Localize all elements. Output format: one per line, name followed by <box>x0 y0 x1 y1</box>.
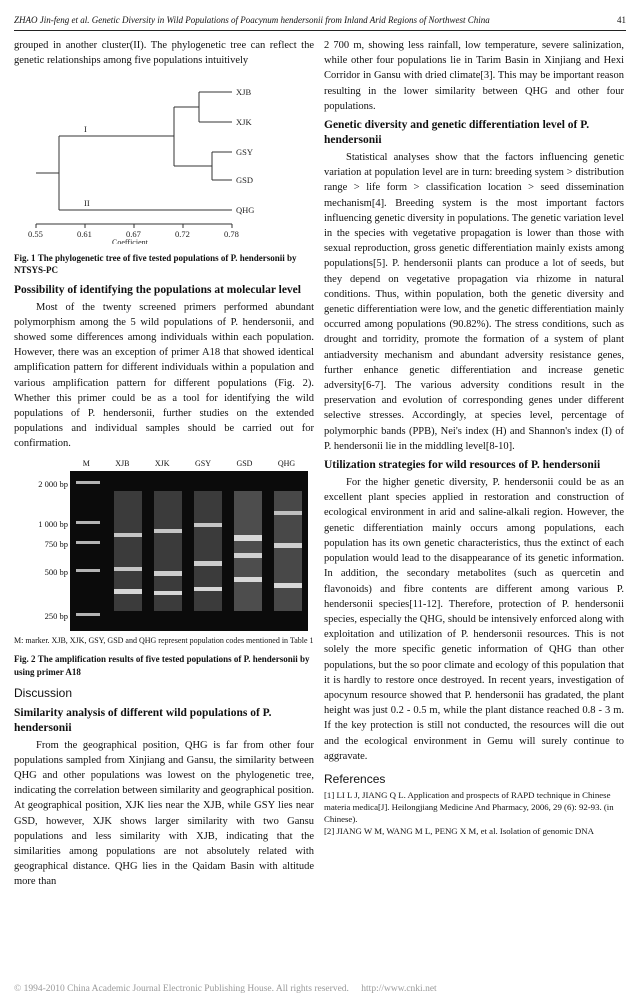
lane-label: M <box>82 458 90 468</box>
ladder-label: 250 bp <box>44 610 68 621</box>
cluster-label: II <box>84 198 90 209</box>
paragraph-diversity: Statistical analyses show that the factors influencing genetic variation at population level are in turn: breeding system > distribution range > life form > classification location > seed dissemination mechanism[4]. Breeding system is the most important factors influencing genetic diversity in populations. The genetic variation level in the species with vegetative propagation is lower than those with sexual reproduction, gross genetic differentiation mainly exists among populations[5]. P. hendersonii plants can produce a lot of seeds, but they depend on vegetative propagation via rhizome in natural conditions. Thus, within population, both the genetic diversity and genetic differentiation were low, and the genetic differentiation mainly occurred among populations (90.82%). The stress conditions, such as drought and torridity, promote the formation of a system of plant antiadversity mechanism and abundant adversity resistance genes, further enhance genetic differentiation and increase genetic adversity[6-7]. The various adversity conditions result in the preservation and evolution of corresponding genes under different selective stresses. Accordingly, at species level, percentage of polymorphic bands (PPB), Nei's index (H) and Shannon's index (I) of P. hendersonii lie in the middling level[8-10]. <box>324 152 624 452</box>
right-column <box>324 38 624 837</box>
reference-item: [1] LI L J, JIANG Q L. Application and prospects of RAPD technique in Chinese materia medica[J]. Heilongjiang Medicine And Pharmacy, 2006, 29 (6): 92-93. (in Chinese). <box>324 790 614 825</box>
gel-note: M: marker. XJB, XJK, GSY, GSD and QHG represent population codes mentioned in Table 1 <box>14 635 314 645</box>
copyright: © 1994-2010 China Academic Journal Electronic Publishing House. All rights reserved. <box>14 984 349 994</box>
lane-label: XJB <box>115 458 130 468</box>
phylogenetic-tree-figure <box>14 74 314 249</box>
ladder-label: 1 000 bp <box>38 518 68 529</box>
lane-label: GSD <box>236 458 253 468</box>
lane-label: QHG <box>277 458 296 468</box>
fig1-caption-text: The phylogenetic tree of five tested populations of P. hendersonii by NTSYS-PC <box>14 252 297 276</box>
gel-figure <box>14 456 314 631</box>
leaf-label: XJB <box>236 87 252 98</box>
ladder-label: 500 bp <box>44 566 68 577</box>
fig2-label: Fig. 2 <box>14 654 36 665</box>
lane-label: GSY <box>195 458 212 468</box>
left-column <box>14 38 314 890</box>
gel-image <box>70 471 308 631</box>
fig1-label: Fig. 1 <box>14 252 36 263</box>
ladder-label: 2 000 bp <box>38 478 68 489</box>
footer <box>14 984 626 994</box>
references-heading: References <box>324 771 386 786</box>
leaf-label: GSD <box>236 175 254 186</box>
fig2-caption <box>14 653 314 678</box>
gel-bands <box>70 471 308 631</box>
leaf-label: XJK <box>236 117 252 128</box>
header-title: ZHAO Jin-feng et al. Genetic Diversity in Wild Populations of Poacynum hendersonii from Inland Arid Regions of Northwest China <box>14 15 490 25</box>
running-header <box>14 10 626 31</box>
fig2-caption-text: The amplification results of five tested populations of P. hendersonii by using primer A18 <box>14 654 310 677</box>
discussion-heading: Discussion <box>14 686 73 701</box>
paragraph-continued: 2 700 m, showing less rainfall, low temperature, severe salinization, while other four populations lie in Tarim Basin in Xinjiang and Hexi Corridor in Gansu with dried climate[3]. This may be important reason resulting in the lower similarity between QHG and other four populations. <box>324 40 624 112</box>
heading-similarity: Similarity analysis of different wild populations of P. hendersonii <box>14 706 272 734</box>
tick-label: 0.78 <box>224 229 239 240</box>
cluster-label: I <box>84 124 87 135</box>
ladder-label: 750 bp <box>44 538 68 549</box>
tick-label: 0.55 <box>28 229 43 240</box>
paragraph-similarity: From the geographical position, QHG is far from other four populations sampled from Xinjiang and Gansu, the similarity between QHG and other populations was lowest on the phylogenetic tree, indicating the correlation between similarity and geographical position. At geographical position, XJK lies near the XJB, while GSY lies near GSD, however, XJK shows larger similarity with two Gansu populations and less similarity with XJB, indicating that the similarities among populations are not absolutely related with geographical distance. QHG lies in the Qaidam Basin with altitude more than <box>14 739 314 888</box>
paragraph-molecular: Most of the twenty screened primers performed abundant polymorphism among the 5 wild populations of P. hendersonii, and showed some differences among individuals within each population. However, there was an exception of primer A18 that showed identical amplification pattern for different individuals within a population and various amplification pattern for different populations (Fig. 2). Whether this primer could be as a tool for identifying the wild populations of P. hendersonii, further studies on the extended populations and individual samples should be carried out for confirmation. <box>14 301 314 450</box>
footer-url[interactable]: http://www.cnki.net <box>361 984 437 994</box>
page-number: 41 <box>617 15 626 25</box>
lane-label: XJK <box>154 458 170 468</box>
leaf-label: GSY <box>236 147 254 158</box>
reference-item: [2] JIANG W M, WANG M L, PENG X M, et al. Isolation of genomic DNA <box>324 826 594 837</box>
gel-lane-headers <box>70 456 308 471</box>
axis-label: Coefficient <box>112 238 148 245</box>
heading-diversity: Genetic diversity and genetic differentiation level of P. hendersonii <box>324 119 590 147</box>
tick-label: 0.61 <box>77 229 92 240</box>
heading-molecular: Possibility of identifying the populations at molecular level <box>14 283 301 296</box>
fig1-caption <box>14 252 314 277</box>
leaf-label: QHG <box>236 205 255 216</box>
dendrogram <box>14 74 314 244</box>
tick-label: 0.67 <box>126 229 141 240</box>
tick-label: 0.72 <box>175 229 190 240</box>
intro-paragraph: grouped in another cluster(II). The phylogenetic tree can reflect the genetic relationships among five populations intuitively <box>14 40 314 67</box>
paragraph-utilization: For the higher genetic diversity, P. hendersonii could be as an excellent plant species applied in restoration and construction of ecological environment in arid and saline-alkali region. However, the genetic differentiation mainly occurs among populations, each population has its own genetic characteristics, thus the extinct of each population would lead to the disappearance of its genetic information. In addition, the secondary metabolites (such as quercetin and flavonoids) and fibre contents are different among various P. hendersonii species[11-12]. Therefore, protection of P. hendersonii species, especially the QHG, should be intensively enforced along with exploitation and utilization of P. hendersonii resources. This is not solely the more specific genetic information of QHG than other populations, but the so poor climate and ecology of this population that it is hardly to restore once destroyed. In recent years, investigation of apocynum resource showed that P. hendersonii has gradated, the plant height was just 0.2 - 0.5 m, while the plant distance reached 0.8 - 3 m. If the key protection is still not conducted, the resources will die out and the ecological environment in Gemu will surely continue to aggravate. <box>324 477 624 762</box>
heading-utilization: Utilization strategies for wild resources of P. hendersonii <box>324 459 601 472</box>
